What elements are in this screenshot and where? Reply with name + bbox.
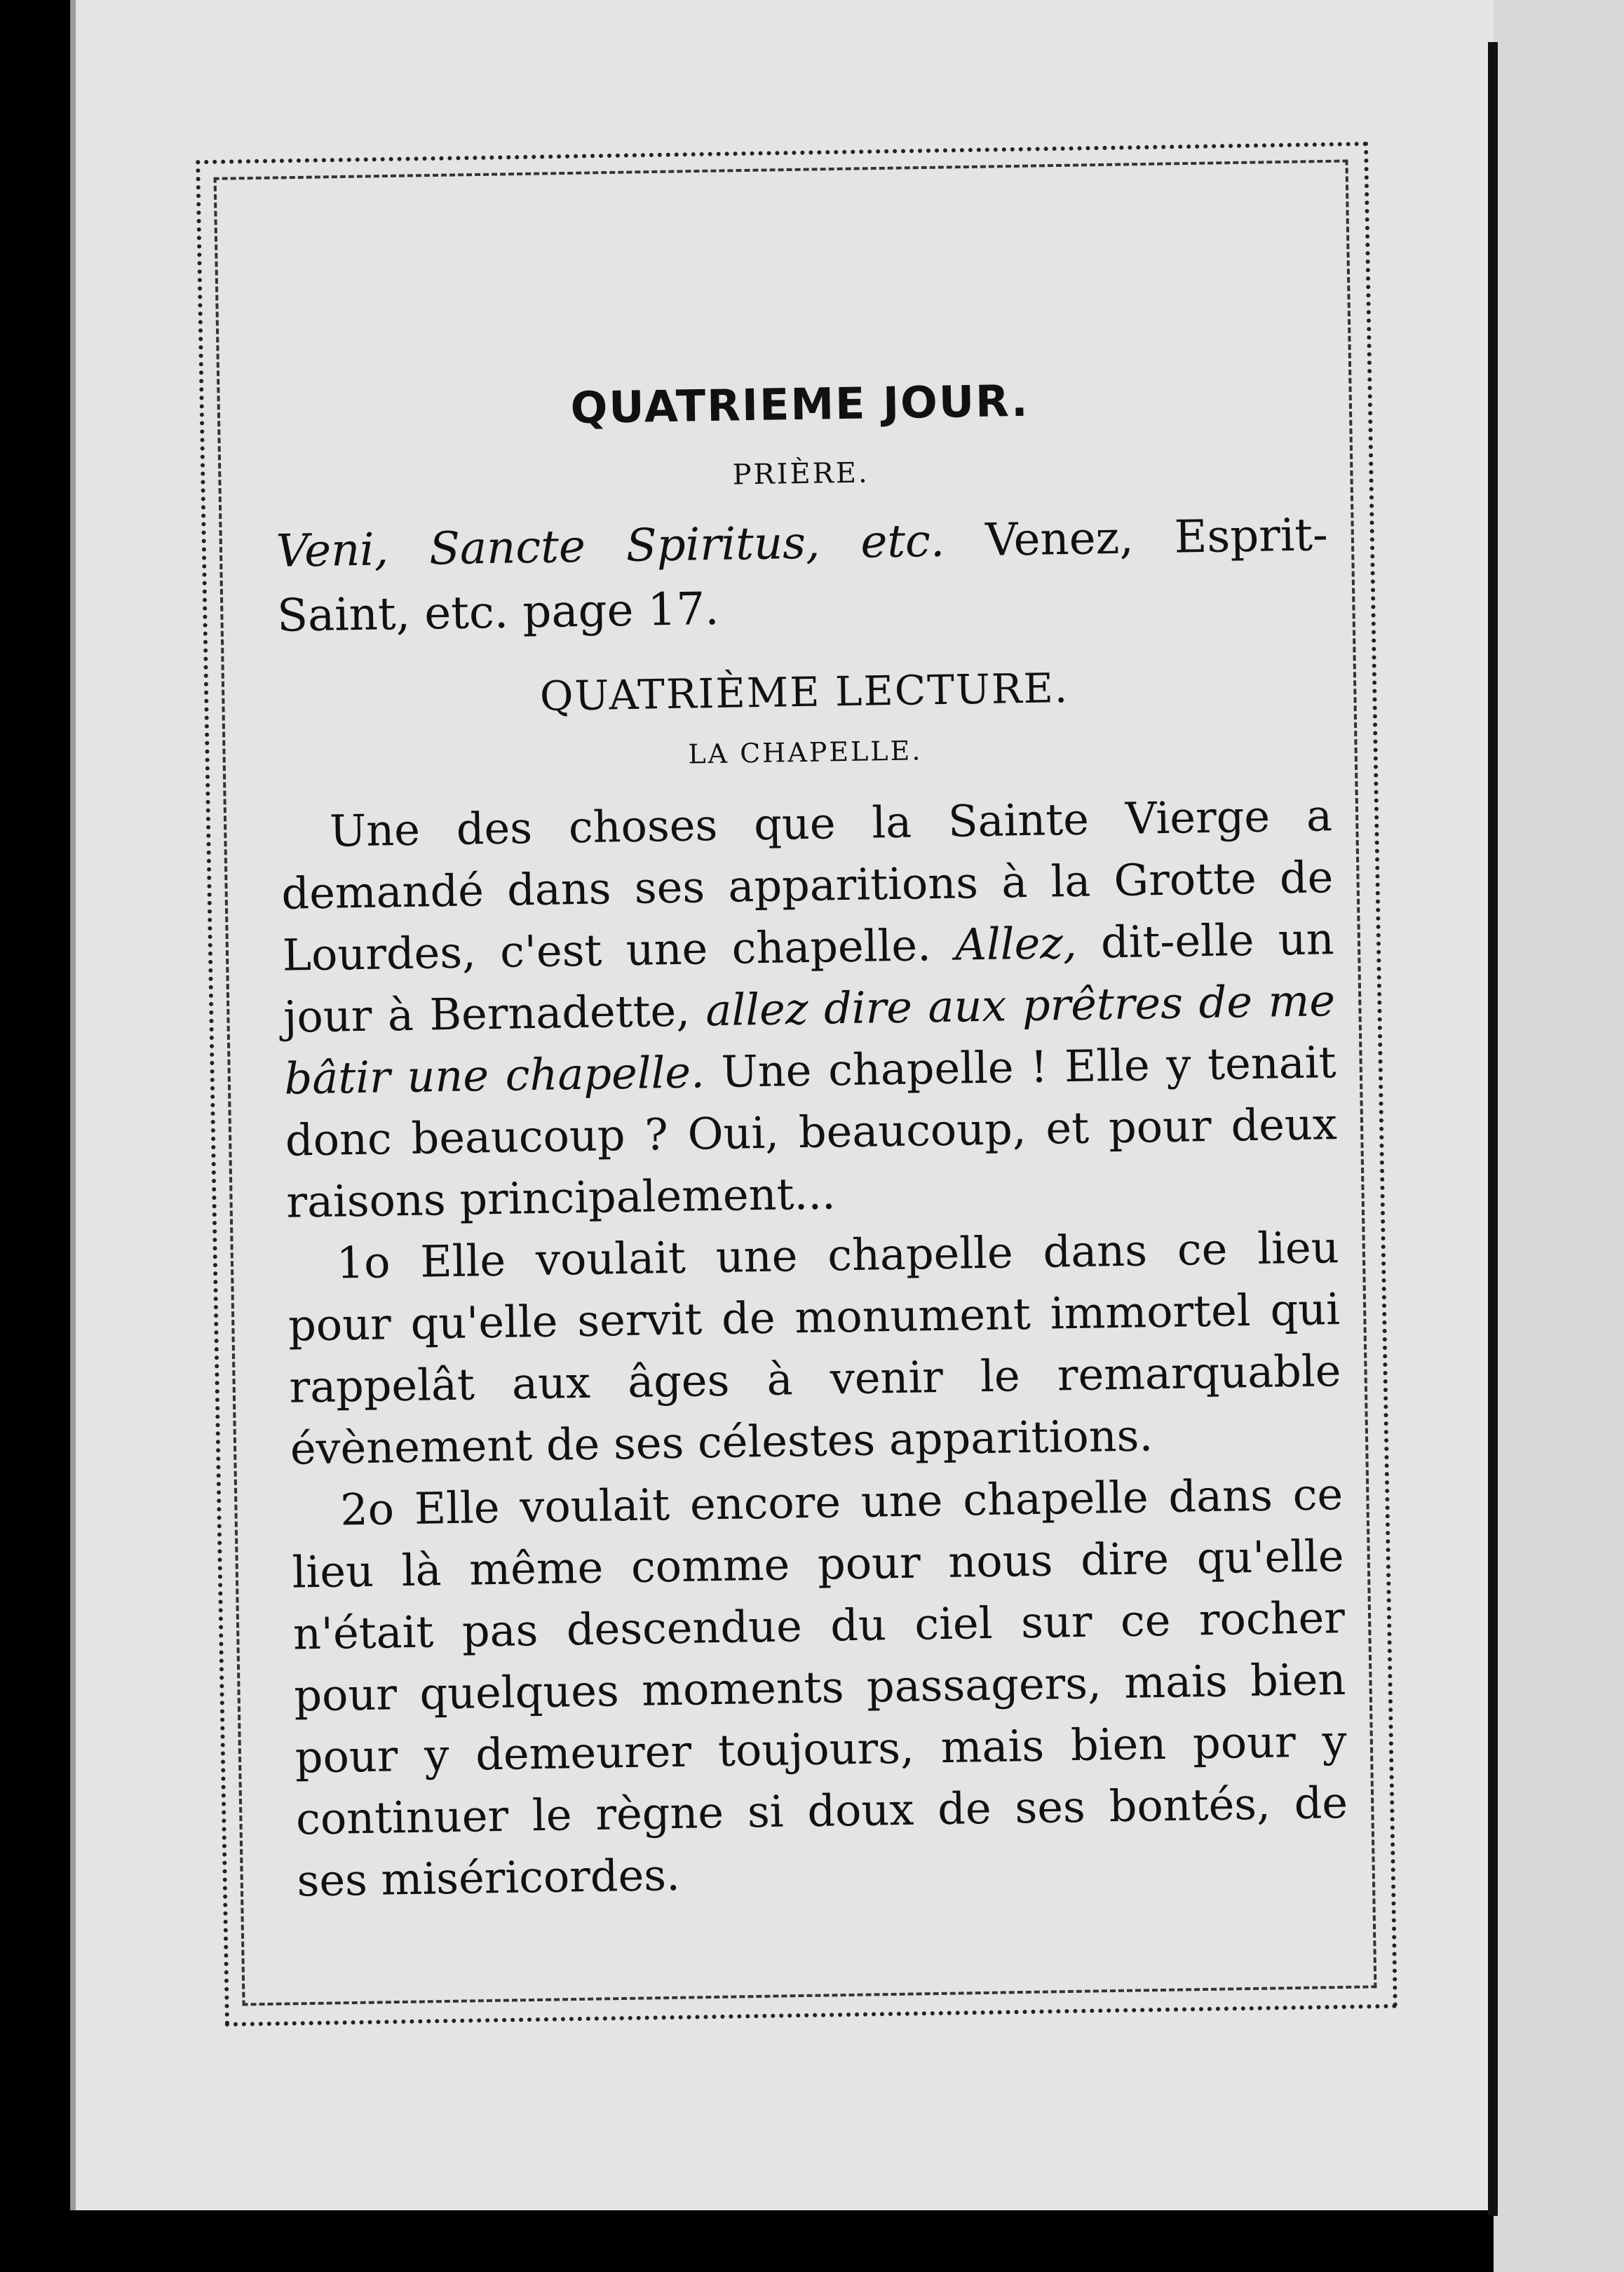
prayer-french: Venez, Esprit-Saint, etc. page 17. — [276, 509, 1329, 642]
prayer-latin: Veni, Sancte Spiritus, etc. — [276, 515, 945, 578]
paragraph-3: 2o Elle voulait encore une chapelle dans ce lieu là même comme pour nous dire qu'elle n'était pas descendue du ciel sur ce rocher pour quelques moments passagers, mais bien pour y demeurer toujours, mais bien pour y continuer le règne si doux de ses bontés, de ses miséricordes. — [292, 1468, 1348, 1907]
day-title: QUATRIEME JOUR. — [570, 374, 1030, 434]
page-content — [273, 370, 1349, 1912]
prayer-heading: PRIÈRE. — [732, 457, 870, 492]
page-left-edge — [70, 0, 76, 2210]
page-binding-edge — [1488, 42, 1498, 2216]
prayer-text — [276, 503, 1329, 649]
paragraph-1-part-c: dit-elle un jour à Bernadette, — [283, 913, 1335, 1043]
reading-title: QUATRIÈME LECTURE. — [539, 664, 1069, 720]
paragraph-1 — [280, 785, 1338, 1233]
paragraph-1-part-a: Une des choses que la Sainte Vierge a demandé dans ses apparitions à la Grotte de Lourdes, c'est une chapelle. — [280, 790, 1334, 981]
paragraph-1-quote: allez dire aux prêtres de me bâtir une chapelle. — [284, 975, 1336, 1104]
paragraph-1-part-e: Une chapelle ! Elle y tenait donc beaucoup ? Oui, beaucoup, et pour deux raisons principalement... — [285, 1036, 1338, 1228]
paragraph-1-allez: Allez, — [954, 917, 1078, 971]
paragraph-2: 1o Elle voulait une chapelle dans ce lieu pour qu'elle servit de monument immortel qui rappelât aux âges à venir le remarquable évènement de ses célestes apparitions. — [287, 1222, 1341, 1475]
reading-subtitle: LA CHAPELLE. — [688, 735, 923, 770]
adjacent-page-strip — [1494, 0, 1624, 2272]
